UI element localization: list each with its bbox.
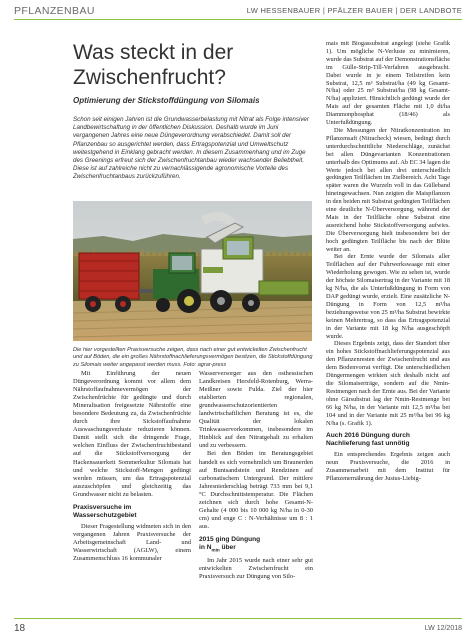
harvest-photo (73, 201, 312, 341)
page-header (0, 0, 476, 22)
subheading: Auch 2016 Düngung durch Nachlieferung fast unnötig (326, 432, 410, 448)
paragraph: Bei der Ernte wurde der Silomais aller Teilflächen auf der Fuhrwerkswaage mit einer Wiederholung gewogen. Wie zu sehen ist, wurde der höchste Silomaisertrag in der Variante mit 18 kg N/ha, die als Unterfußdüngung in Form von DAP gedüngt wurde, erzielt. Eine zusätzliche N-Düngung in Form von 12,5 m³/ha beziehungsweise von 25 m³/ha Substrat bewirkte keinen Mehrertrag, so dass das Ertragspotenzial in der Variante mit 18 kg N/ha ausgeschöpft wurde. (326, 253, 450, 340)
subheading-line-1: 2015 ging Düngung (199, 535, 261, 543)
issue-label: LW 12/2018 (424, 625, 462, 632)
column-3 (326, 40, 450, 483)
paragraph: mais mit Biogassubstrat angelegt (siehe Grafik 1). Um mögliche N-Verluste zu minimieren, wurde das Substrat auf der Demonstrationsfläche im Gülle-Strip-Till-Verfahren ausgebracht. Dabei wurde in je einem Teilstreifen kein Substrat, 12,5 m³ Substrat/ha (49 kg Gesamt-N/ha) oder 25 m³ Substrat/ha (98 kg Gesamt-N/ha) appliziert. Hinsichtlich gedüngt wurde der Mais auf der gesamten Fläche mit 1,0 dt/ha Diammonphosphat (18/46) als Unterfußdüngung. (326, 40, 450, 127)
header-rule (14, 19, 462, 20)
article-subtitle: Optimierung der Stickstoffdüngung von Silomais (73, 96, 260, 105)
article-lead: Schon seit einigen Jahren ist die Grundwasserbelastung mit Nitrat als Folge intensiver Landbewirtschaftung in der öffentlichen Diskussion. Deshalb wurde im Juni vergangenen Jahres eine neue Düngeverordnung verabschiedet. Damit soll der Pflanzenbau so ausgerichtet werden, dass Ertragspotenzial und Umweltschutz weitestgehend in Einklang gebracht werden. In diesem Zusammenhang und im Zuge des Greenings erfreut sich der Zwischenfruchtanbau wieder wachsender Beliebtheit. Diese ist auf zahlreiche nicht zu vernachlässigende agronomische Vorteile des Zwischenfruchtanbaus zurückzuführen. (73, 116, 309, 181)
page-number: 18 (14, 623, 26, 634)
paragraph: Dieses Ergebnis zeigt, dass der Standort über ein hohes Stickstoffnachlieferungspotenzial aus den Pflanzenresten der Zwischenfrucht und aus dem Bodenvorrat verfügt. Die unterschiedlichen Düngermengen wirkten sich deshalb nicht auf die Silomaiserträge, sondern auf die Nmin-Restmengen nach der Ernte aus. Bei der Variante ohne Gärsubstrat lag der Nmin-Restmenge bei 66 kg N/ha, in der Variante mit 12,5 m³/ha bei 104 und in der Variante mit 25 m³/ha bei 96 kg N/ha (s. Grafik 1). (326, 340, 450, 427)
subheading-subscript: min (211, 547, 220, 553)
paragraph: Im Jahr 2015 wurde nach einer sehr gut entwickelten Zwischenfrucht ein Praxisversuch zur Düngung von Silo- (199, 557, 313, 581)
column-2 (199, 370, 313, 581)
section-label: PFLANZENBAU (14, 5, 95, 17)
subheading-line-2b: über (219, 543, 236, 551)
paragraph: Bei den Böden im Beratungsgebiet handelt es sich vornehmlich um Braunerden auf Buntsandstein und Rendzinen auf carbonatischem Untergrund. Der mittlere Jahresniederschlag beträgt 733 mm bei 9,1 °C Durchschnittstemperatur. Die Flächen zeichnen sich durch hohe Gesamt-N-Gehalte (4 000 bis 10 000 kg N/ha in 0-30 cm) und enge C : N-Verhältnisse um 8 : 1 aus. (199, 450, 313, 530)
subheading: Praxisversuche im Wasserschutzgebiet (73, 503, 137, 519)
paragraph: Dieser Fragestellung widmeten sich in den vergangenen Jahren Praxisversuche der Arbeitsgemeinschaft Land- und Wasserwirtschaft (AGLW), einem Zusammenschluss 16 kommunaler (73, 522, 191, 562)
magazine-names: LW HESSENBAUER | PFÄLZER BAUER | DER LANDBOTE (246, 6, 462, 15)
harvest-photo-illustration (73, 201, 312, 341)
photo-caption (73, 347, 313, 369)
paragraph: Wasserversorger aus den osthessischen Landkreisen Hersfeld-Rotenburg, Werra-Meißner sowie Fulda. Ziel der hier etablierten regionalen, grundwasserschutzorientierten landwirtschaftlichen Beratung ist es, die Qualität der lokalen Trinkwasservorkommen, insbesondere im Hinblick auf den Nitratgehalt zu erhalten und zu verbessern. (199, 370, 313, 450)
column-1 (73, 370, 191, 563)
paragraph: Mit Einführung der neuen Düngeverordnung kommt vor allem dem Nährstoffaufnahmevermögen der Zwischenfrüchte für gedüngte und durch Mineralisation freigesetzte Nährstoffe eine besondere Bedeutung zu, da Zwischenfrüchte durch ihre Sickstoffaufnahme Auswaschungsverluste reduzieren können. Damit stellt sich die dringende Frage, welchen Einfluss der Zwischenfruchtbestand auf die Stickstoffversorgung der Hackensauerkeit Sommerkultur Silomais hat und welche Stickstoff-Mengen gedüngt werden müssen, um das Ertragspotenzial auszuschöpfen und gleichzeitig das Grundwasser nicht zu belasten. (73, 370, 191, 498)
caption-text: Die hier vorgestellten Praxisversuche zeigen, dass nach einer gut entwickelten Zwischenfrucht und auf Böden, die ein großes Nährstoffnachlieferungsvermögen besitzen, die Stickstoffdüngung zu Silomais weiter angepasst werden muss. (73, 347, 313, 368)
photo-credit: Foto: agrar-press (183, 361, 227, 368)
subheading (199, 536, 313, 554)
paragraph: Ein entsprechendes Ergebnis zeigen auch neun Praxisversuche, die 2016 in Zusammenarbeit mit dem Institut für Pflanzenernährung der Justus-Liebig- (326, 451, 450, 483)
paragraph: Die Messungen der Nitratkonzentration im Pflanzensaft (Nitracheck) wiesen, bedingt durch unterdurchschnittliche Niederschläge, zunächst bei allen Düngevarianten Konzentrationen unterhalb des Optimums auf. Ab EC 34 lagen die Werte jedoch bei allen drei unterschiedlich gedüngten Teilflächen im Zielbereich. Acht Tage später waren die Wurzeln voll in das Gülleband hineingewachsen. Nun zeigten die Maispflanzen in den beiden mit Substrat gedüngten Teilflächen eine deutliche N-Überversorgung, während der Mais in der Teilfläche ohne Substrat eine ausreichend hohe Stickstoffversorgung aufwies. Die Überversorgung hielt insbesondere bei der hoch gedüngten Teilfläche bis nach der Blüte weiter an. (326, 126, 450, 253)
footer-rule (14, 618, 462, 619)
subheading-line-2a: in N (199, 543, 212, 551)
article-title: Was steckt in der Zwischenfrucht? (73, 41, 234, 89)
